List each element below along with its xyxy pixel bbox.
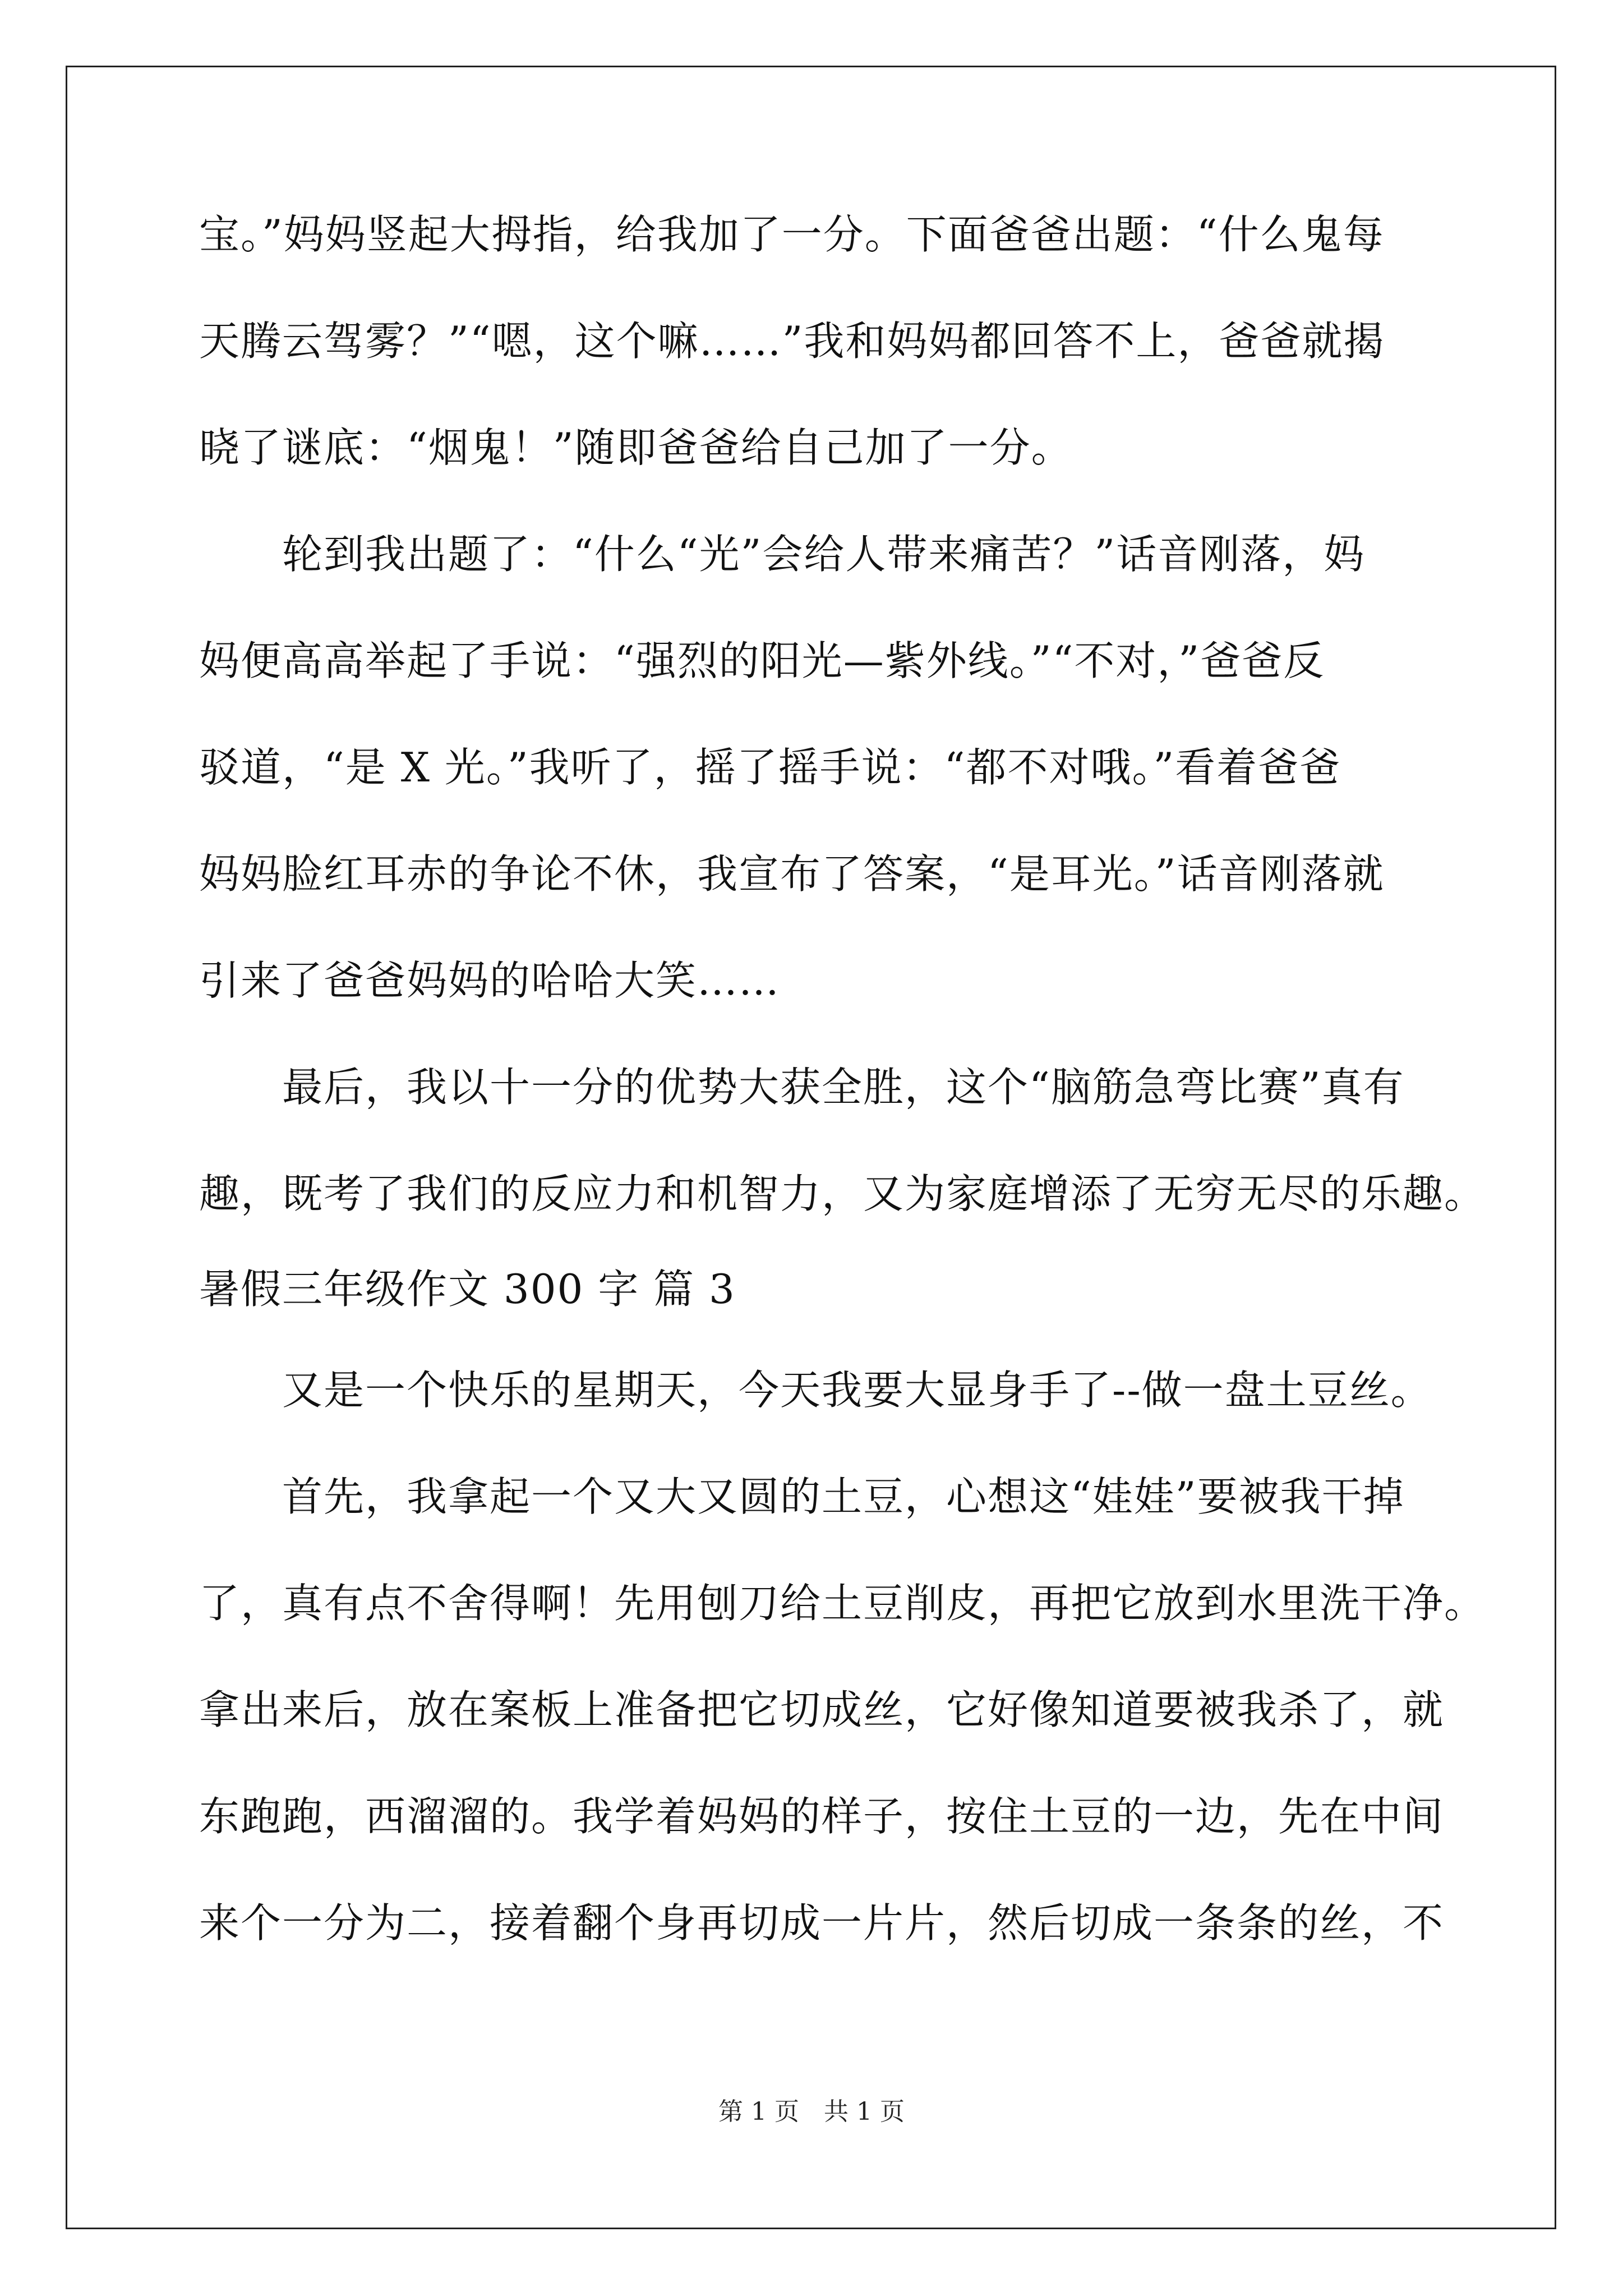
section-heading: 暑假三年级作文 300 字 篇 3 [199,1266,736,1313]
text-line: 引来了爸爸妈妈的哈哈大笑…… [199,957,781,1004]
text-line: 驳道，“是 X 光。”我听了，摇了摇手说：“都不对哦。”看着爸爸 [199,744,1341,791]
text-line: 宝。”妈妈竖起大拇指，给我加了一分。下面爸爸出题：“什么鬼每 [199,211,1385,258]
text-line: 首先，我拿起一个又大又圆的土豆，心想这“娃娃”要被我干掉 [199,1473,1405,1520]
text-line: 妈妈脸红耳赤的争论不休，我宣布了答案，“是耳光。”话音刚落就 [199,850,1385,898]
text-line: 又是一个快乐的星期天，今天我要大显身手了--做一盘土豆丝。 [199,1366,1432,1414]
text-line: 妈便高高举起了手说：“强烈的阳光—紫外线。”“不对，”爸爸反 [199,637,1325,684]
text-line: 趣，既考了我们的反应力和机智力，又为家庭增添了无穷无尽的乐趣。 [199,1170,1486,1217]
text-line: 了，真有点不舍得啊！先用刨刀给土豆削皮，再把它放到水里洗干净。 [199,1580,1486,1627]
text-line: 轮到我出题了：“什么“光”会给人带来痛苦？”话音刚落，妈 [199,531,1366,578]
text-line: 来个一分为二，接着翻个身再切成一片片，然后切成一条条的丝，不 [199,1899,1445,1947]
text-line: 晓了谜底：“烟鬼！”随即爸爸给自己加了一分。 [199,424,1073,471]
text-line: 天腾云驾雾？”“嗯，这个嘛……”我和妈妈都回答不上，爸爸就揭 [199,318,1385,365]
text-line: 拿出来后，放在案板上准备把它切成丝，它好像知道要被我杀了，就 [199,1686,1445,1733]
text-line: 东跑跑，西溜溜的。我学着妈妈的样子，按住土豆的一边，先在中间 [199,1793,1445,1840]
text-line: 最后，我以十一分的优势大获全胜，这个“脑筋急弯比赛”真有 [199,1064,1405,1111]
page-number-footer: 第 1 页 共 1 页 [718,2097,905,2126]
